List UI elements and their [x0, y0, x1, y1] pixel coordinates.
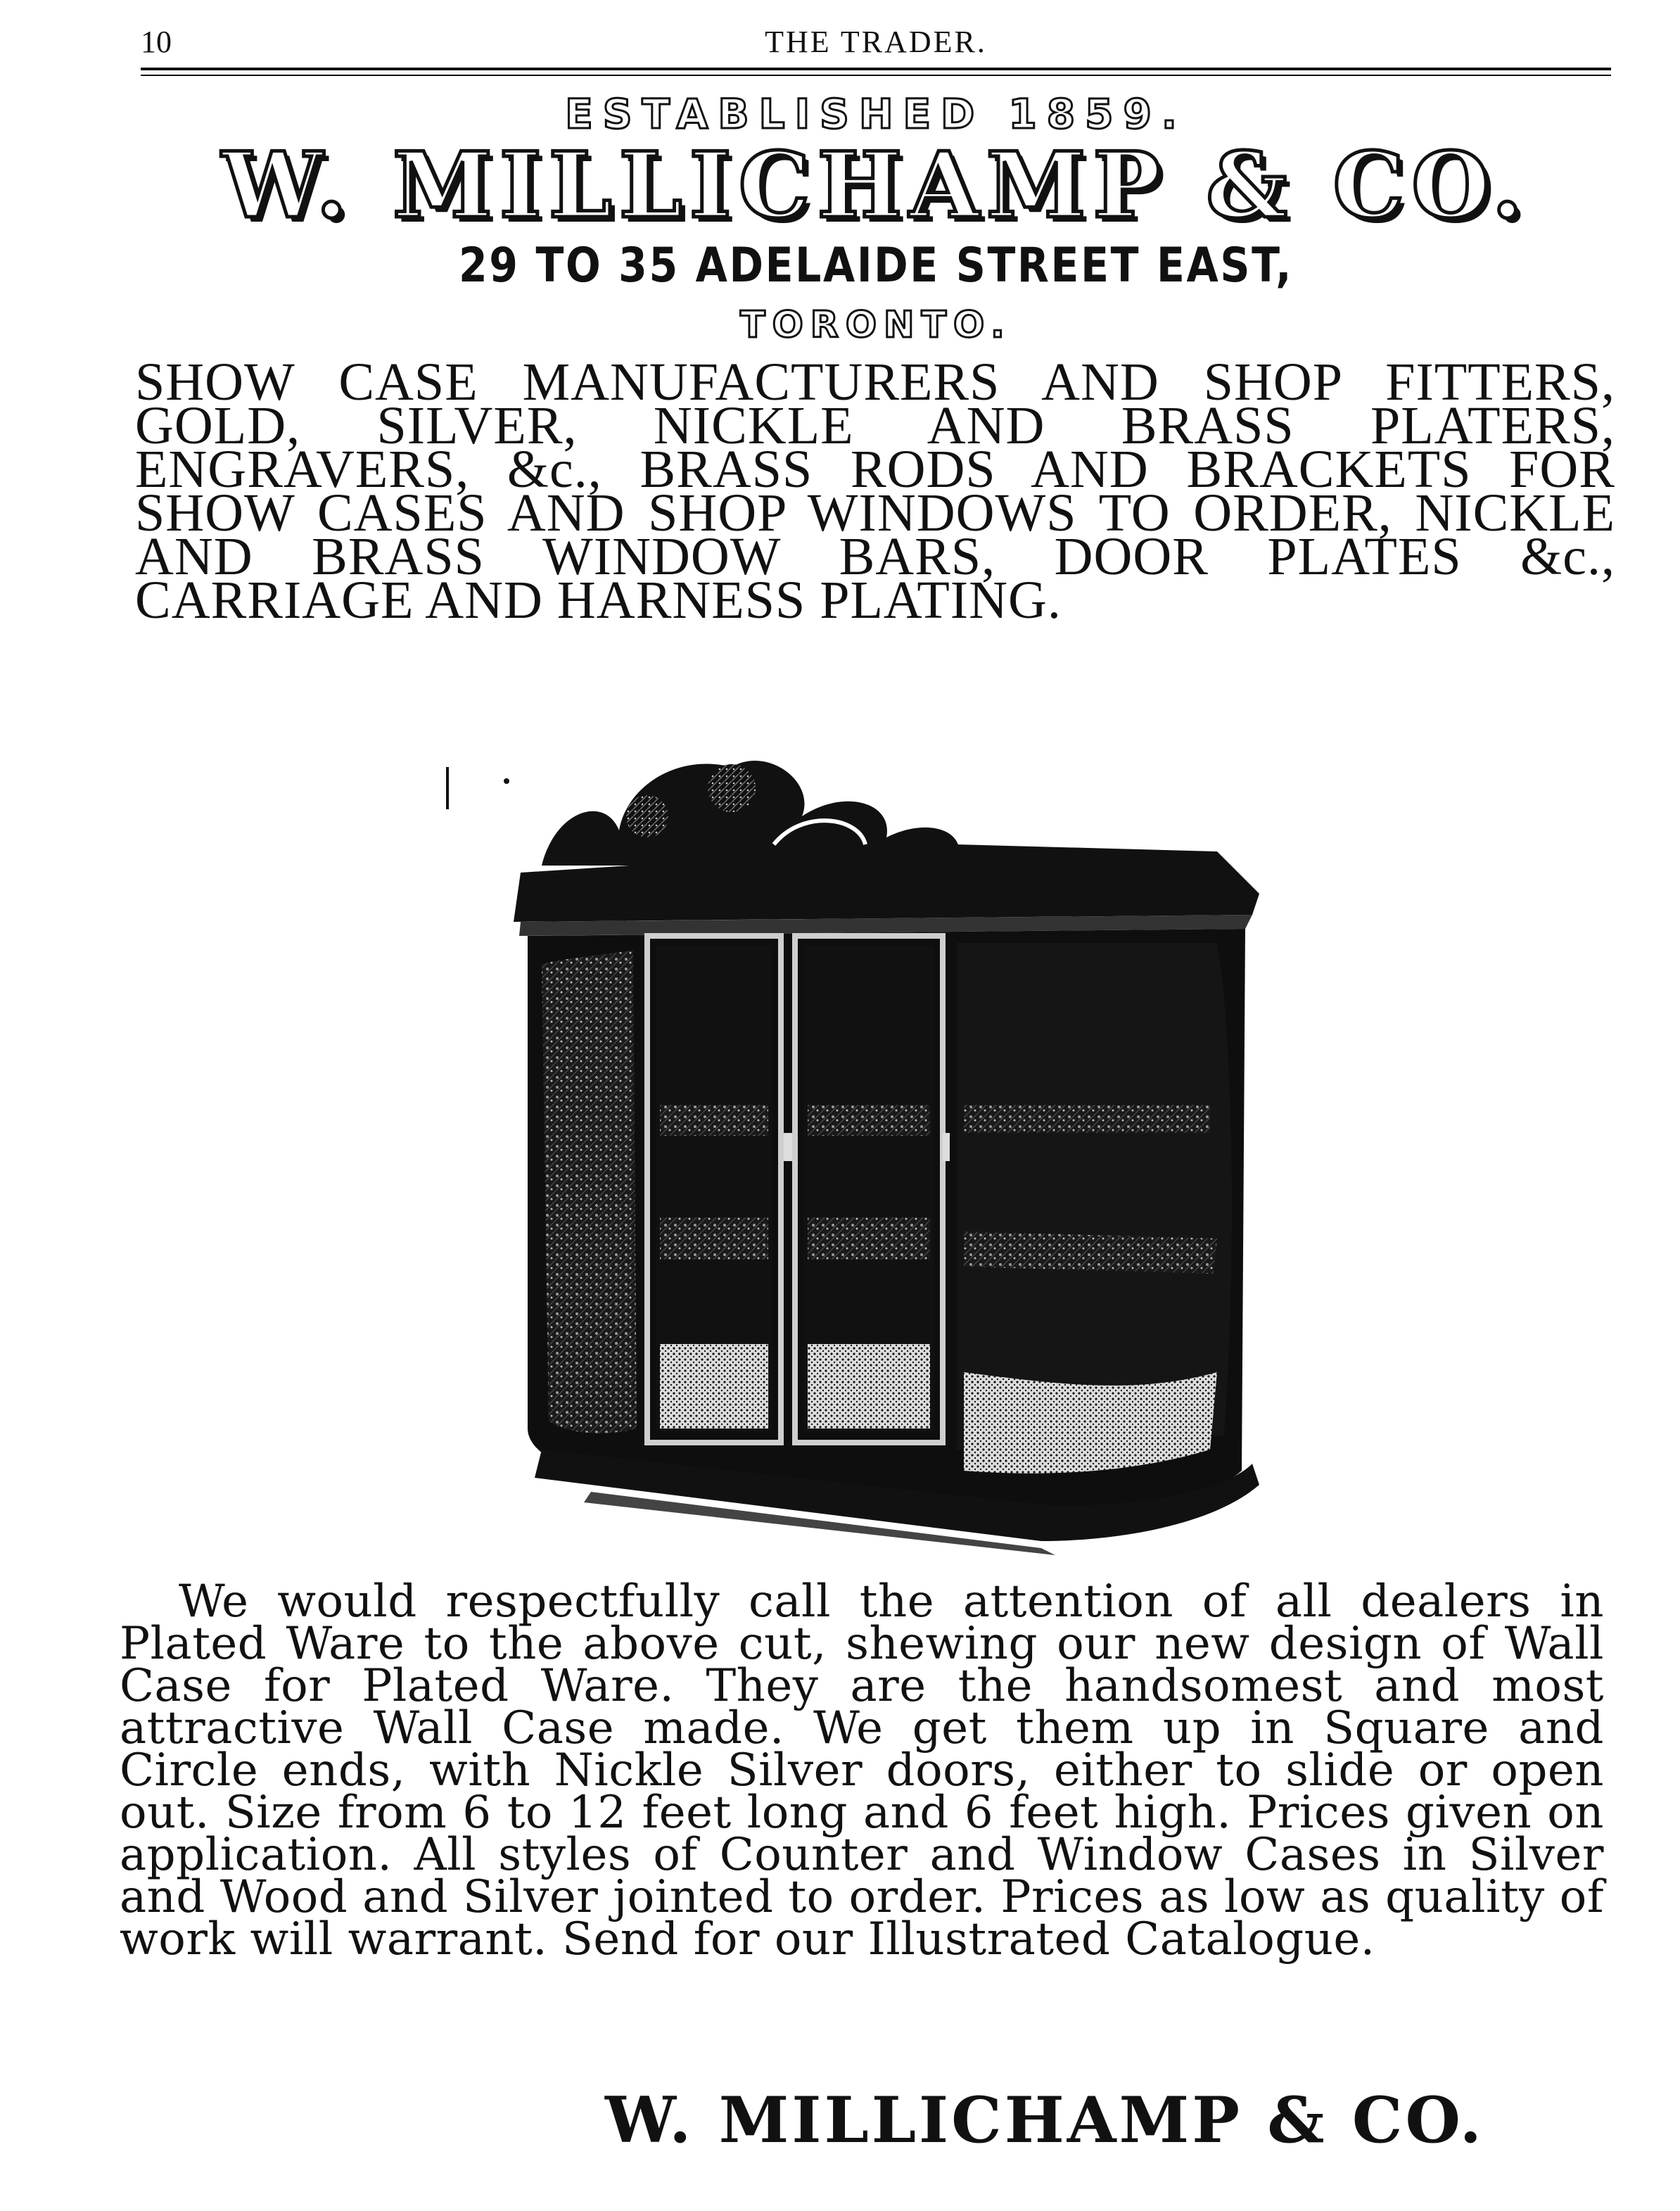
established-line: ESTABLISHED 1859. [565, 90, 1187, 138]
advertisement-body: We would respectfully call the attention of all dealers in Plated Ware to the above cut, shewing our new design of Wall Case for Plated Ware. They are the handsomest and most attractive Wall Case made. We get them up in Square and Circle ends, with Nickle Silver doors, either to slide or open out. Size from 6 to 12 feet long and 6 feet high. Prices given on application. All styles of Counter and Window Cases in Silver and Wood and Silver jointed to order. Prices as low as quality of work will warrant. Send for our Illustrated Catalogue. [120, 1576, 1604, 1965]
firm-name-heading: W. MILLICHAMP & CO. [222, 133, 1530, 239]
services-paragraph: SHOW CASE MANUFACTURERS AND SHOP FITTERS, GOLD, SILVER, NICKLE AND BRASS PLATERS, ENGRAVERS, &c., BRASS RODS AND BRACKETS FOR SHOW CASES AND SHOP WINDOWS TO ORDER, NICKLE AND BRASS WINDOW BARS, DOOR PLATES &c., CARRIAGE AND HARNESS PLATING. [135, 353, 1615, 630]
header-rule-thin [141, 75, 1611, 76]
street-address: 29 TO 35 ADELAIDE STREET EAST, [458, 238, 1293, 293]
page-number: 10 [141, 25, 172, 59]
journal-title: THE TRADER. [765, 25, 987, 59]
signature-line: W. MILLICHAMP & CO. [605, 2083, 1484, 2158]
header-rule-thick [141, 68, 1611, 70]
page-header [141, 24, 1611, 66]
wall-case-illustration [436, 739, 1280, 1555]
city-line: TORONTO. [740, 304, 1012, 346]
wall-case-icon [436, 739, 1280, 1555]
